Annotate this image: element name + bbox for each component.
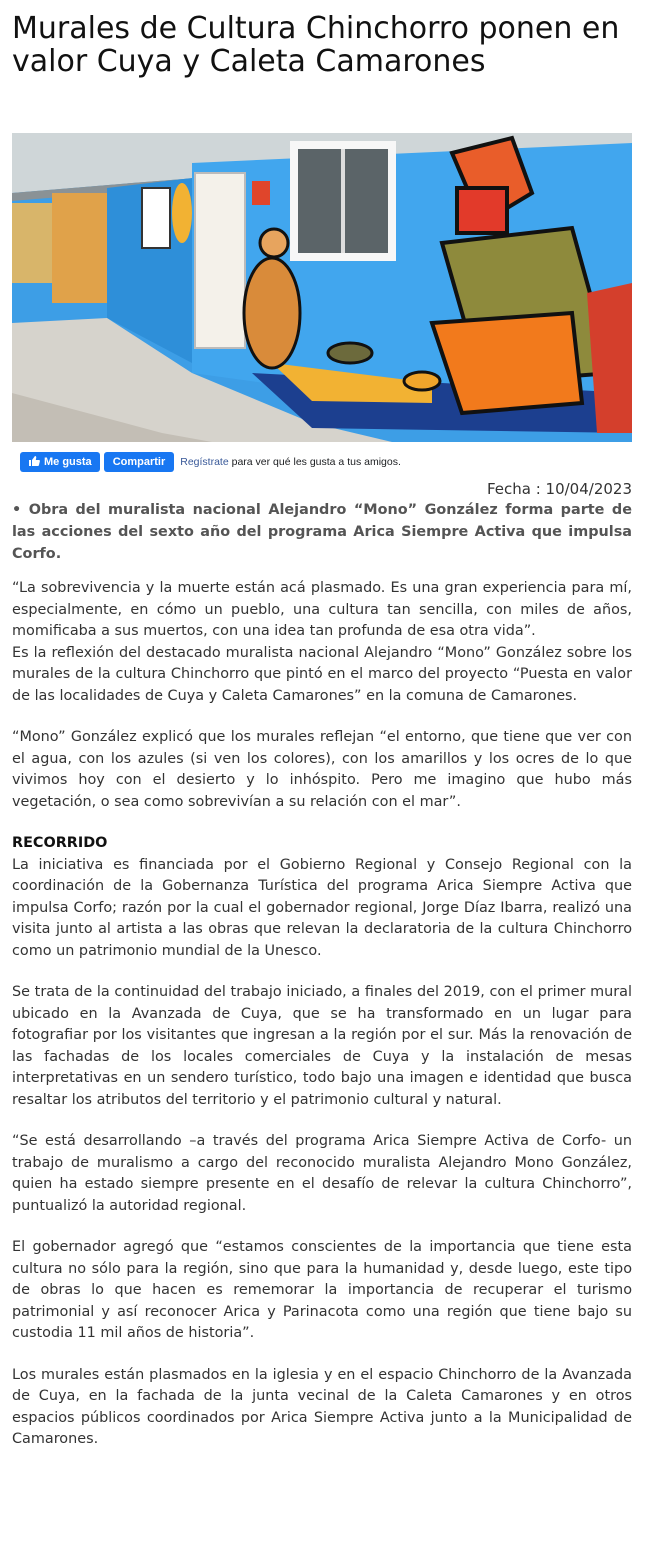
paragraph: “Mono” González explicó que los murales reflejan “el entorno, que tiene que ver con el agua, con los azules (si ven los colores), con los amarillos y los ocres de lo que vivimos hoy con el desierto y lo inhóspito. Pero me imagino que hubo más vegetación, o sea como sobrevivían a su relación con el mar”. [12,729,632,810]
article-lead: • Obra del muralista nacional Alejandro “Mono” González forma parte de las acciones del sexto año del programa Arica Siempre Activa que impulsa Corfo. [12,502,632,562]
paragraph: Se trata de la continuidad del trabajo iniciado, a finales del 2019, con el primer mural ubicado en la Avanzada de Cuya, que se ha transformado en un lugar para fotografiar por los visitantes que ingresan a la región por el sur. Más la renovación de las fachadas de los locales comerciales de Cuya y la instalación de mesas interpretativas en un sendero turístico, todo bajo una imagen e identidad que busca resaltar los atributos del territorio y el patrimonio cultural y natural. [12,984,632,1108]
facebook-widget [20,452,401,472]
mural-illustration [12,133,632,442]
article-title: Murales de Cultura Chinchorro ponen en valor Cuya y Caleta Camarones [12,11,620,79]
paragraph: “Se está desarrollando –a través del programa Arica Siempre Activa de Corfo- un trabajo de muralismo a cargo del reconocido muralista Alejandro Mono González, quien ha estado siempre presente en el desafío de relevar la cultura Chinchorro”, puntualizó la autoridad regional. [12,1133,632,1214]
thumbs-up-icon [28,455,40,470]
article-date: Fecha : 10/04/2023 [486,480,632,498]
facebook-share-button[interactable] [104,452,175,472]
facebook-like-button[interactable] [20,452,100,472]
article-photo [12,133,632,442]
share-label: Compartir [112,456,166,468]
register-link[interactable]: Regístrate [180,456,229,468]
paragraph: “La sobrevivencia y la muerte están acá plasmado. Es una gran experiencia para mí, especialmente, en cómo un pueblo, una cultura tan sencilla, con miles de años, momificaba a sus muertos, con una idea tan profunda de esa otra vida”. [12,580,632,639]
paragraph: La iniciativa es financiada por el Gobierno Regional y Consejo Regional con la coordinación de la Gobernanza Turística del programa Arica Siempre Activa que impulsa Corfo; razón por la cual el gobernador regional, Jorge Díaz Ibarra, realizó una visita junto al artista a las obras que relevan la declaratoria de la cultura Chinchorro como un patrimonio mundial de la Unesco. [12,856,632,959]
register-text: para ver qué les gusta a tus amigos. [228,456,401,468]
paragraph: Los murales están plasmados en la iglesia y en el espacio Chinchorro de la Avanzada de Cuya, en la fachada de la junta vecinal de la Caleta Camarones y en otros espacios públicos coordinados por Arica Siempre Activa junto a la Municipalidad de Camarones. [12,1366,632,1447]
paragraph: Es la reflexión del destacado muralista nacional Alejandro “Mono” González sobre los murales de la cultura Chinchorro que pintó en el marco del proyecto “Puesta en valor de las localidades de Cuya y Caleta Camarones” en la comuna de Camarones. [12,644,632,704]
section-heading: RECORRIDO [12,835,108,851]
article-body [12,578,632,1471]
paragraph: El gobernador agregó que “estamos conscientes de la importancia que tiene esta cultura no sólo para la región, sino que para la humanidad y, desde luego, este tipo de obras lo que hacen es rememorar la importancia de recuperar el turismo patrimonial y así reconocer Arica y Parinacota como una región que tiene bajo su custodia 11 mil años de historia”. [12,1239,632,1341]
like-label: Me gusta [44,456,92,468]
facebook-social-text [180,456,401,468]
